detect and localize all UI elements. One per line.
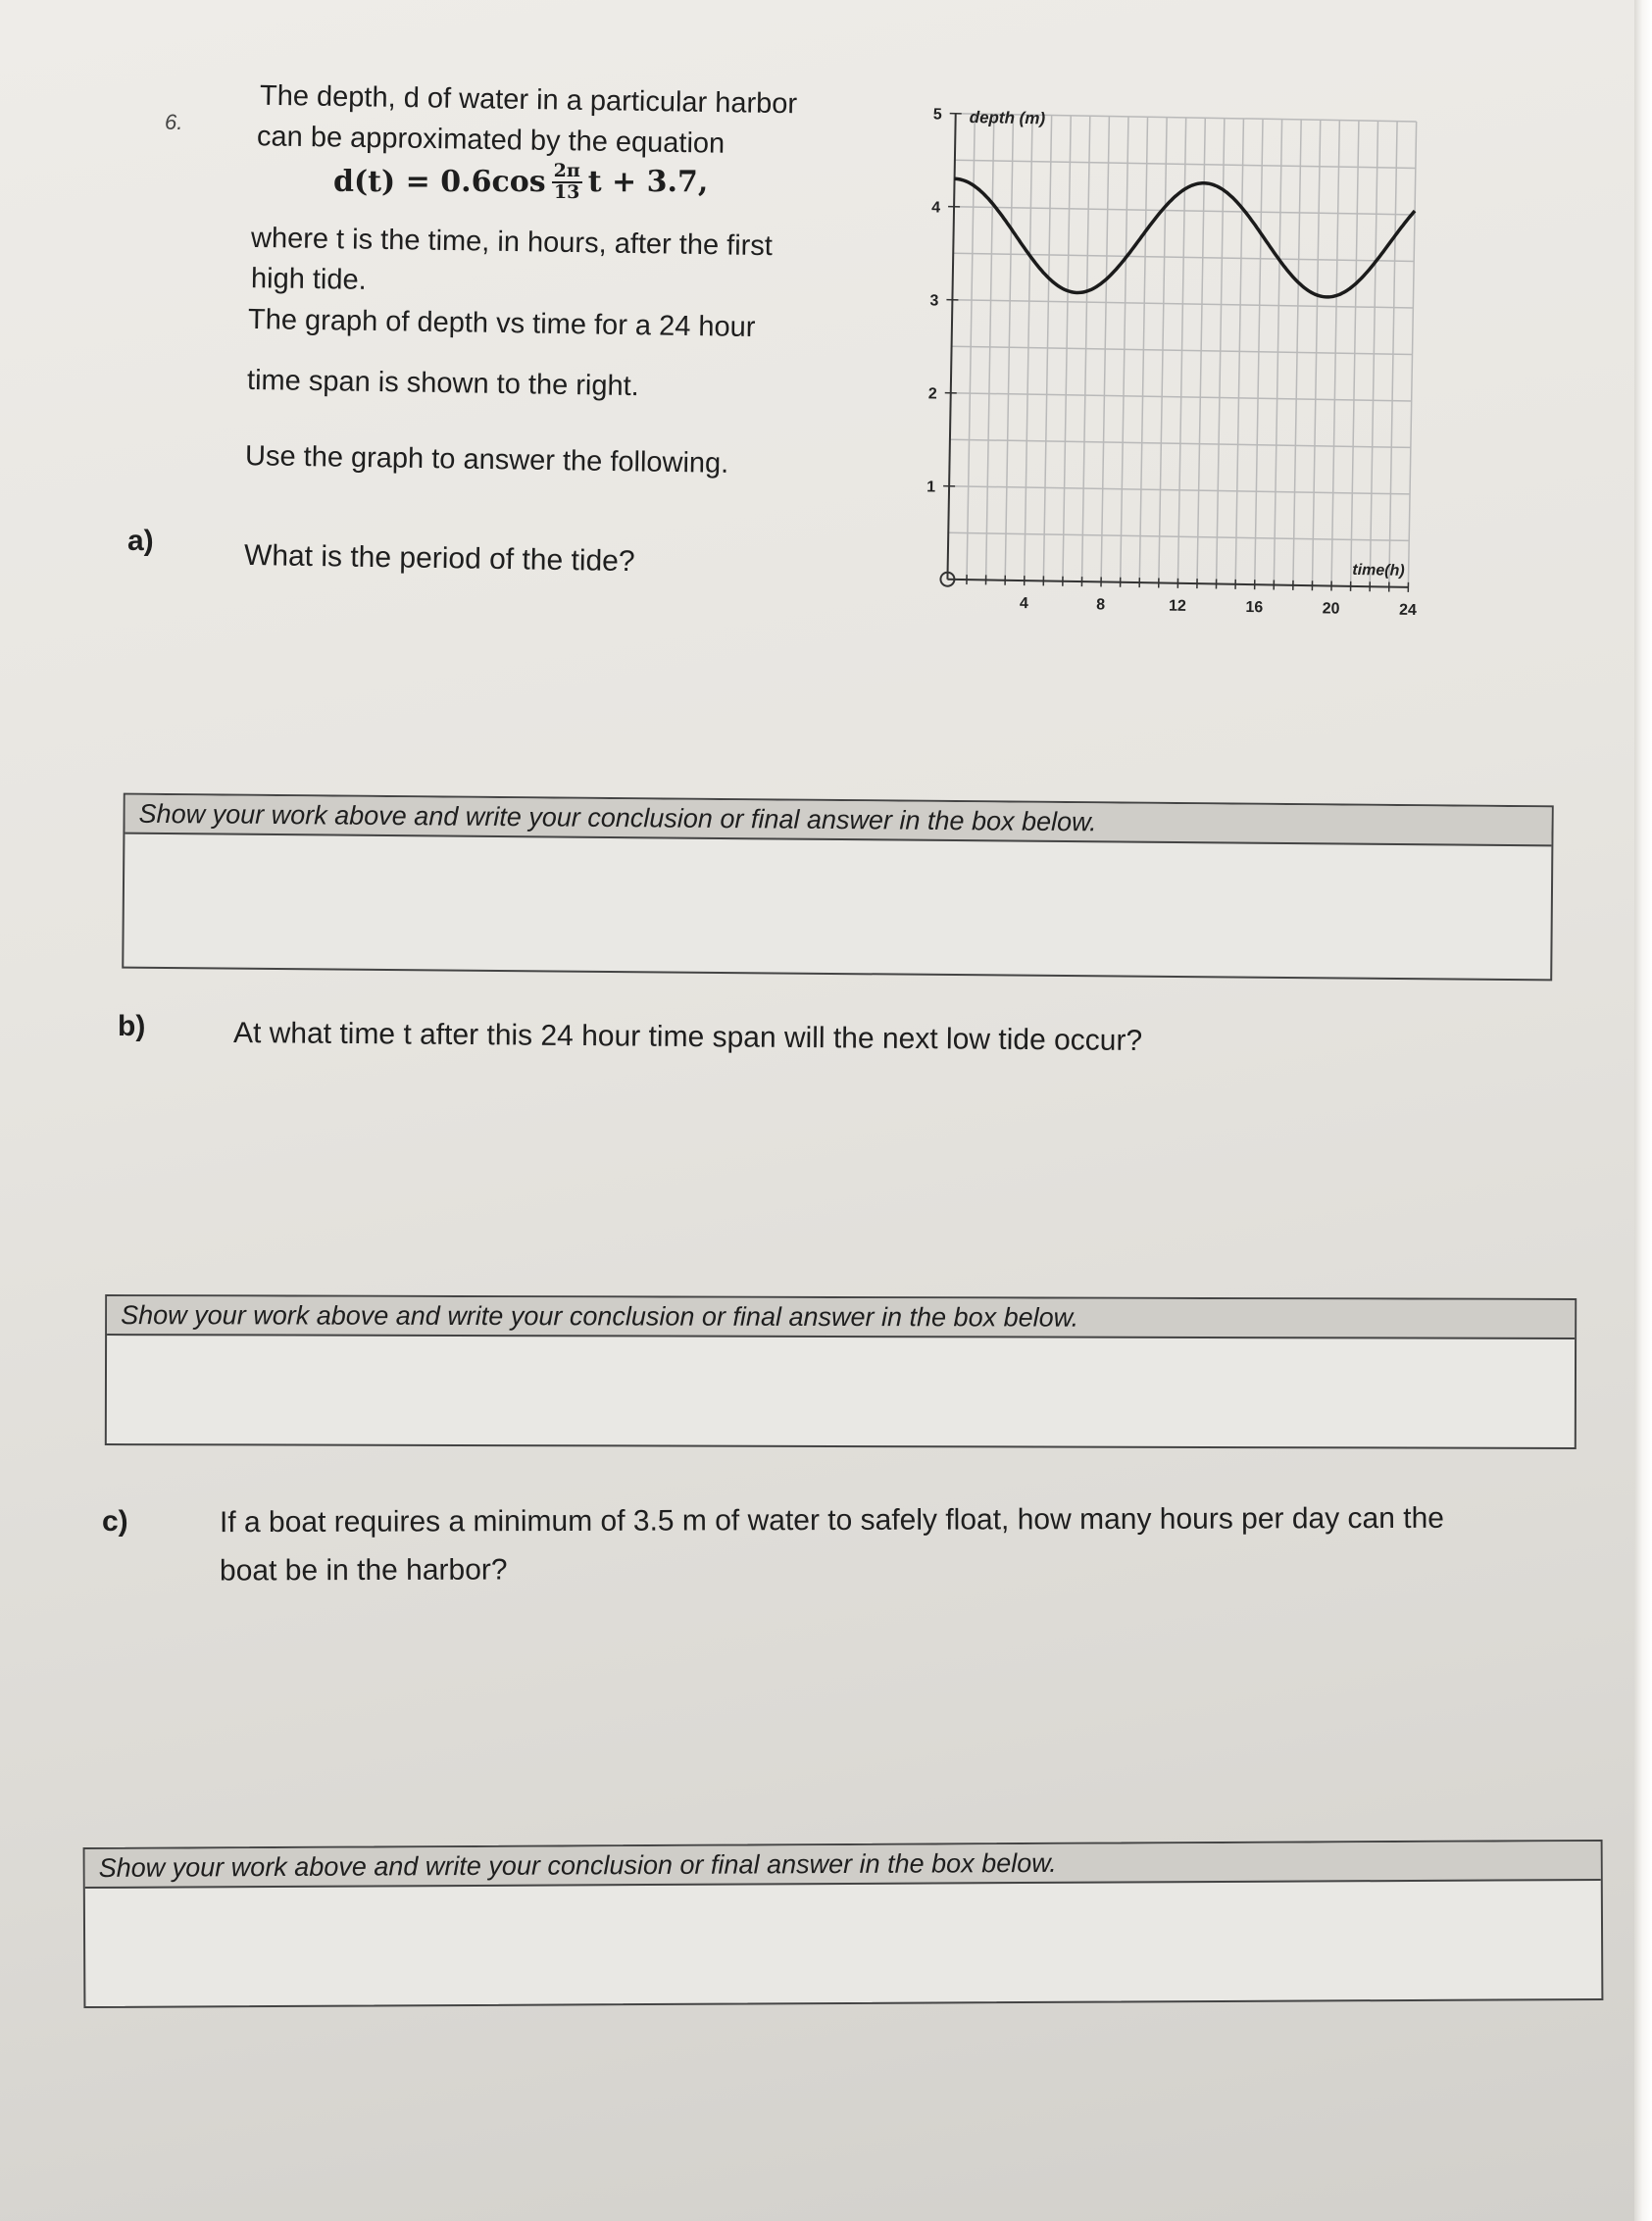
answer-box-a-header: Show your work above and write your conclusion or final answer in the box below.	[125, 795, 1551, 847]
answer-box-b	[105, 1294, 1577, 1449]
intro-line-1: The depth, d of water in a particular harbor	[259, 79, 798, 121]
y-axis-label: depth (m)	[969, 108, 1046, 128]
answer-box-a	[122, 793, 1554, 982]
intro-line-2: can be approximated by the equation	[256, 121, 726, 160]
fraction-numerator: 2π	[553, 160, 580, 181]
after-line-3: The graph of depth vs time for a 24 hour	[247, 303, 756, 344]
answer-box-c-header: Show your work above and write your conclusion or final answer in the box below.	[85, 1842, 1601, 1889]
answer-box-b-header: Show your work above and write your conclusion or final answer in the box below.	[107, 1296, 1575, 1339]
x-tick-label: 16	[1245, 599, 1264, 617]
equation-rhs: t + 3.7,	[587, 165, 709, 200]
y-tick-label: 2	[927, 385, 937, 403]
part-b-question: At what time t after this 24 hour time span will the next low tide occur?	[232, 1016, 1143, 1058]
y-tick-label: 5	[932, 106, 942, 124]
instruction-text: Use the graph to answer the following.	[244, 440, 729, 480]
fraction-denominator: 13	[553, 180, 580, 203]
part-c-label: c)	[102, 1505, 128, 1538]
part-a-label: a)	[127, 525, 154, 557]
part-b-label: b)	[118, 1010, 146, 1042]
part-c-question-line-1: If a boat requires a minimum of 3.5 m of water to safely float, how many hours per day can the	[219, 1501, 1445, 1540]
x-tick-label: 8	[1096, 596, 1106, 614]
after-line-1: where t is the time, in hours, after the first	[250, 222, 774, 263]
answer-area-c[interactable]	[85, 1881, 1602, 2006]
x-tick-label: 24	[1398, 601, 1418, 620]
y-tick-label: 4	[930, 199, 941, 217]
x-tick-label: 12	[1168, 597, 1187, 615]
after-line-4: time span is shown to the right.	[246, 364, 639, 403]
after-line-2: high tide.	[250, 263, 367, 296]
equation-lhs: d(t) = 0.6cos	[333, 165, 546, 200]
x-tick-label: 4	[1019, 594, 1028, 613]
answer-area-a[interactable]	[124, 834, 1551, 980]
x-tick-label: 20	[1322, 600, 1340, 618]
depth-time-chart	[903, 98, 1431, 636]
part-a-question: What is the period of the tide?	[243, 538, 635, 579]
equation-fraction	[552, 162, 582, 203]
answer-area-b[interactable]	[107, 1336, 1575, 1447]
answer-box-c	[83, 1840, 1604, 2008]
paper-edge	[1634, 0, 1652, 2221]
tide-equation	[333, 162, 708, 203]
x-axis-label: time(h)	[1352, 561, 1405, 580]
y-tick-label: 3	[929, 292, 939, 310]
y-tick-label: 1	[926, 479, 936, 496]
question-number: 6.	[165, 110, 183, 134]
part-c-question-line-2: boat be in the harbor?	[219, 1553, 508, 1588]
